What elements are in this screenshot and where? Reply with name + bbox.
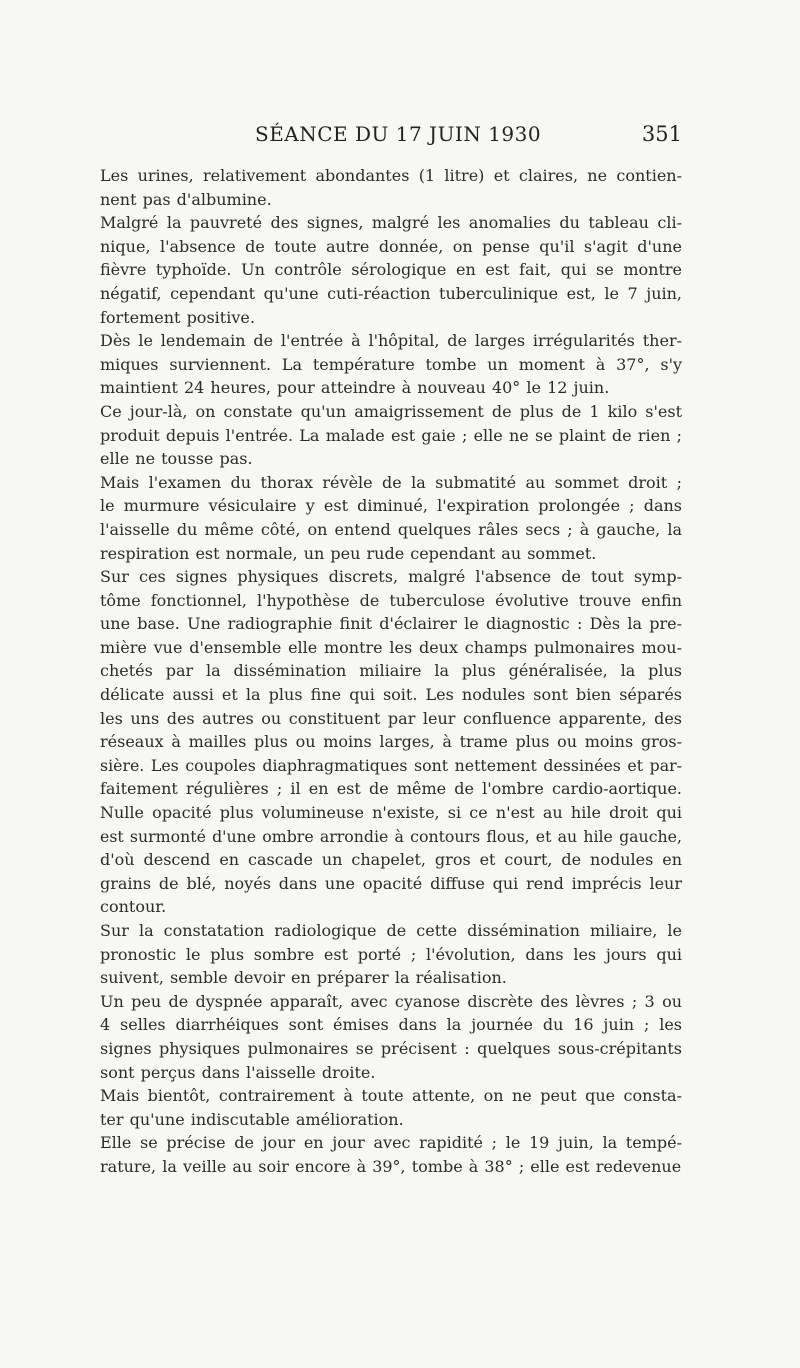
text-line: l'aisselle du même côté, on entend quelques râles secs ; à gauche, la <box>100 519 682 539</box>
paragraph <box>100 565 682 919</box>
text-line: Les urines, relativement abondantes (1 litre) et claires, ne contien- <box>100 166 682 185</box>
paragraph <box>100 1131 682 1178</box>
text-line: elle ne tousse pas. <box>100 449 253 469</box>
page-header <box>100 122 682 152</box>
text-line: Malgré la pauvreté des signes, malgré les anomalies du tableau cli- <box>100 213 682 233</box>
page-number: 351 <box>641 122 682 146</box>
text-line: chetés par la dissémination miliaire la plus généralisée, la plus <box>100 661 682 681</box>
text-line: produit depuis l'entrée. La malade est gaie ; elle ne se plaint de rien ; <box>100 425 682 445</box>
paragraph <box>100 329 682 400</box>
text-line: pronostic le plus sombre est porté ; l'évolution, dans les jours qui <box>100 944 682 964</box>
text-line: d'où descend en cascade un chapelet, gros et court, de nodules en <box>100 850 682 870</box>
text-line: miques surviennent. La température tombe un moment à 37°, s'y <box>100 354 682 374</box>
text-line: sont perçus dans l'aisselle droite. <box>100 1062 376 1082</box>
text-line: rature, la veille au soir encore à 39°, tombe à 38° ; elle est redevenue <box>100 1156 682 1176</box>
text-line: ter qu'une indiscutable amélioration. <box>100 1109 404 1129</box>
text-line: une base. Une radiographie finit d'éclairer le diagnostic : Dès la pre- <box>100 614 682 634</box>
text-line: signes physiques pulmonaires se précisent : quelques sous-crépitants <box>100 1038 682 1058</box>
text-line: Mais bientôt, contrairement à toute attente, on ne peut que consta- <box>100 1086 682 1106</box>
text-line: 4 selles diarrhéiques sont émises dans la journée du 16 juin ; les <box>100 1015 682 1035</box>
text-line: tôme fonctionnel, l'hypothèse de tuberculose évolutive trouve enfin <box>100 590 682 610</box>
text-line: délicate aussi et la plus fine qui soit. Les nodules sont bien séparés <box>100 685 682 705</box>
running-head: SÉANCE DU 17 JUIN 1930 <box>255 122 542 146</box>
paragraph <box>100 400 682 471</box>
text-line: réseaux à mailles plus ou moins larges, à trame plus ou moins gros- <box>100 732 682 752</box>
paragraph <box>100 990 682 1084</box>
text-line: Elle se précise de jour en jour avec rapidité ; le 19 juin, la tempé- <box>100 1133 682 1153</box>
text-line: mière vue d'ensemble elle montre les deux champs pulmonaires mou- <box>100 637 682 657</box>
text-line: faitement régulières ; il en est de même de l'ombre cardio-aortique. <box>100 779 682 799</box>
text-line: est surmonté d'une ombre arrondie à contours flous, et au hile gauche, <box>100 826 682 846</box>
text-line: Sur ces signes physiques discrets, malgré l'absence de tout symp- <box>100 567 682 587</box>
text-line: maintient 24 heures, pour atteindre à nouveau 40° le 12 juin. <box>100 378 610 398</box>
paragraph <box>100 919 682 990</box>
paragraph <box>100 211 682 329</box>
text-line: Nulle opacité plus volumineuse n'existe, si ce n'est au hile droit qui <box>100 803 682 823</box>
text-line: respiration est normale, un peu rude cependant au sommet. <box>100 543 597 563</box>
text-line: Mais l'examen du thorax révèle de la submatité au sommet droit ; <box>100 472 682 492</box>
text-line: négatif, cependant qu'une cuti-réaction tuberculinique est, le 7 juin, <box>100 283 682 303</box>
text-line: sière. Les coupoles diaphragmatiques sont nettement dessinées et par- <box>100 755 682 775</box>
text-line: fortement positive. <box>100 307 255 327</box>
paragraph <box>100 1084 682 1131</box>
paragraph <box>100 471 682 565</box>
text-line: Ce jour-là, on constate qu'un amaigrissement de plus de 1 kilo s'est <box>100 401 682 421</box>
text-line: les uns des autres ou constituent par leur confluence apparente, des <box>100 708 682 728</box>
text-line: fièvre typhoïde. Un contrôle sérologique en est fait, qui se montre <box>100 260 682 280</box>
text-line: grains de blé, noyés dans une opacité diffuse qui rend imprécis leur <box>100 873 682 893</box>
text-line: Un peu de dyspnée apparaît, avec cyanose discrète des lèvres ; 3 ou <box>100 991 682 1011</box>
text-line: nent pas d'albumine. <box>100 189 272 209</box>
body-text <box>100 164 682 1179</box>
text-line: Sur la constatation radiologique de cette dissémination miliaire, le <box>100 921 682 940</box>
text-line: nique, l'absence de toute autre donnée, on pense qu'il s'agit d'une <box>100 236 682 256</box>
text-line: suivent, semble devoir en préparer la réalisation. <box>100 968 507 988</box>
text-line: contour. <box>100 897 167 917</box>
text-line: Dès le lendemain de l'entrée à l'hôpital, de larges irrégularités ther- <box>100 331 682 351</box>
paragraph <box>100 164 682 211</box>
text-line: le murmure vésiculaire y est diminué, l'expiration prolongée ; dans <box>100 496 682 516</box>
